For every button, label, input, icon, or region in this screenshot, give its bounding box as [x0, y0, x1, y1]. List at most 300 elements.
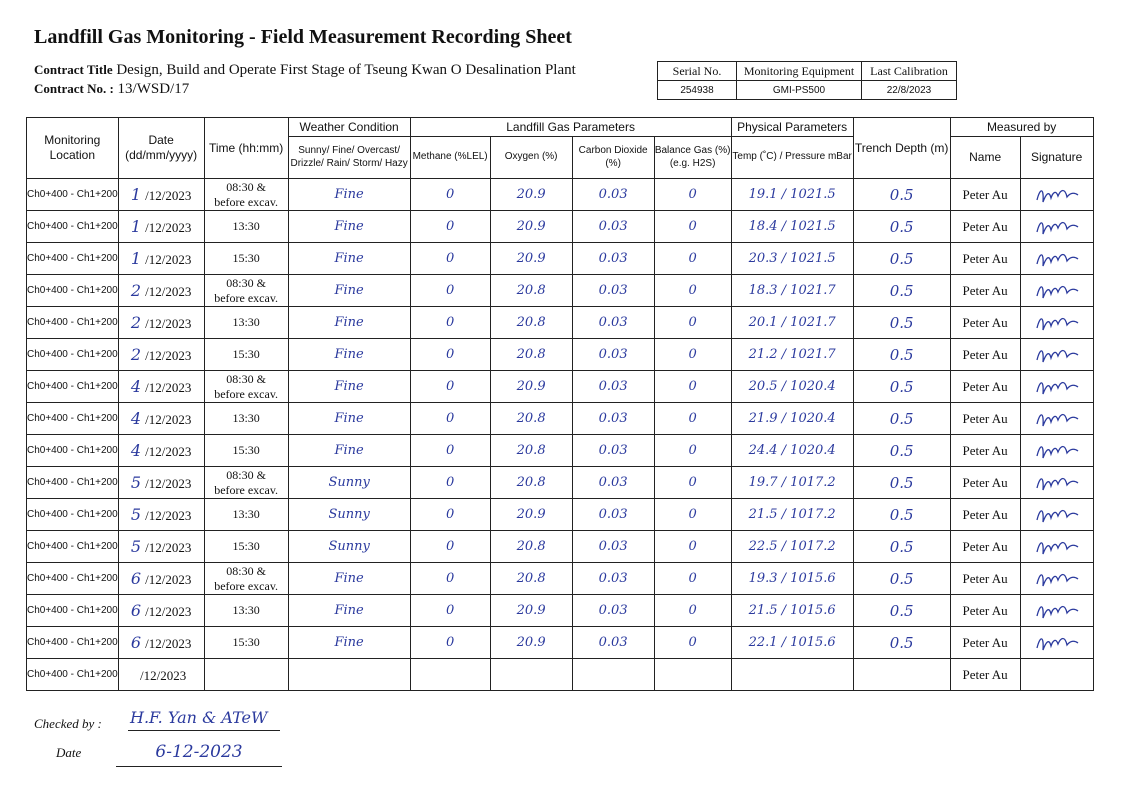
temp-pressure-cell: [731, 659, 853, 691]
co2-cell: 0.03: [572, 211, 654, 243]
day-handwritten: 1: [130, 217, 142, 236]
name-cell: Peter Au: [950, 243, 1020, 275]
methane-cell: 0: [410, 467, 490, 499]
date-suffix: /12/2023: [145, 476, 192, 491]
balance-gas-cell: 0: [654, 307, 731, 339]
time-cell: [204, 563, 288, 595]
methane-cell: 0: [410, 563, 490, 595]
date-cell: [118, 499, 204, 531]
signature-scribble: [1034, 472, 1080, 494]
checked-by-value: H.F. Yan & ATeW: [128, 708, 280, 731]
co2-cell: 0.03: [572, 243, 654, 275]
time-cell: [204, 211, 288, 243]
trench-depth-cell: 0.5: [853, 179, 950, 211]
trench-depth-cell: 0.5: [853, 339, 950, 371]
header-location: Monitoring Location: [27, 118, 119, 179]
date-suffix: /12/2023: [145, 188, 192, 203]
signature-scribble: [1034, 408, 1080, 430]
table-row: [27, 307, 1094, 339]
contract-no-line: [34, 81, 189, 98]
balance-gas-cell: 0: [654, 339, 731, 371]
contract-no-value: 13/WSD/17: [117, 81, 190, 97]
trench-depth-cell: 0.5: [853, 403, 950, 435]
equipment-label: Monitoring Equipment: [737, 62, 862, 81]
date-cell: [118, 371, 204, 403]
time-value: 15:30: [232, 443, 260, 458]
header-weather-options: Sunny/ Fine/ Overcast/ Drizzle/ Rain/ Storm/ Hazy: [288, 137, 410, 179]
temp-pressure-cell: 20.5 / 1020.4: [731, 371, 853, 403]
location-cell: Ch0+400 - Ch1+200: [27, 243, 119, 275]
table-row: [27, 563, 1094, 595]
time-cell: [204, 467, 288, 499]
co2-cell: 0.03: [572, 179, 654, 211]
methane-cell: 0: [410, 211, 490, 243]
day-handwritten: 4: [130, 377, 142, 396]
time-value: 15:30: [232, 635, 260, 650]
time-cell: [204, 243, 288, 275]
oxygen-cell: 20.8: [490, 435, 572, 467]
day-handwritten: 4: [130, 441, 142, 460]
date-cell: [118, 211, 204, 243]
date-suffix: /12/2023: [145, 604, 192, 619]
name-cell: Peter Au: [950, 531, 1020, 563]
time-cell: [204, 531, 288, 563]
balance-gas-cell: 0: [654, 403, 731, 435]
table-row: [27, 659, 1094, 691]
trench-depth-cell: 0.5: [853, 499, 950, 531]
date-cell: [118, 339, 204, 371]
time-cell: [204, 627, 288, 659]
day-handwritten: 4: [130, 409, 142, 428]
weather-cell: Sunny: [288, 467, 410, 499]
balance-gas-cell: 0: [654, 627, 731, 659]
date-suffix: /12/2023: [145, 540, 192, 555]
name-cell: Peter Au: [950, 307, 1020, 339]
date-suffix: /12/2023: [145, 252, 192, 267]
signature-scribble: [1034, 440, 1080, 462]
date-cell: [118, 595, 204, 627]
date-suffix: /12/2023: [145, 380, 192, 395]
weather-cell: Fine: [288, 627, 410, 659]
location-cell: Ch0+400 - Ch1+200: [27, 531, 119, 563]
measurement-table: [26, 117, 1094, 691]
time-value: 15:30: [232, 251, 260, 266]
date-suffix: /12/2023: [145, 636, 192, 651]
co2-cell: 0.03: [572, 435, 654, 467]
name-cell: Peter Au: [950, 339, 1020, 371]
table-row: [27, 339, 1094, 371]
time-cell: [204, 435, 288, 467]
name-cell: Peter Au: [950, 563, 1020, 595]
oxygen-cell: 20.9: [490, 371, 572, 403]
time-value: 13:30: [232, 603, 260, 618]
methane-cell: 0: [410, 499, 490, 531]
methane-cell: 0: [410, 627, 490, 659]
co2-cell: 0.03: [572, 307, 654, 339]
weather-cell: Fine: [288, 211, 410, 243]
signature-cell: [1020, 435, 1093, 467]
balance-gas-cell: 0: [654, 371, 731, 403]
trench-depth-cell: 0.5: [853, 563, 950, 595]
balance-gas-cell: [654, 659, 731, 691]
balance-gas-cell: 0: [654, 435, 731, 467]
date-suffix: /12/2023: [145, 284, 192, 299]
date-suffix: /12/2023: [145, 412, 192, 427]
location-cell: Ch0+400 - Ch1+200: [27, 275, 119, 307]
methane-cell: [410, 659, 490, 691]
date-cell: [118, 275, 204, 307]
co2-cell: 0.03: [572, 339, 654, 371]
balance-gas-cell: 0: [654, 179, 731, 211]
oxygen-cell: 20.8: [490, 467, 572, 499]
signature-cell: [1020, 243, 1093, 275]
oxygen-cell: 20.9: [490, 627, 572, 659]
oxygen-cell: 20.8: [490, 531, 572, 563]
signature-cell: [1020, 371, 1093, 403]
time-cell: [204, 179, 288, 211]
measurement-rows: [27, 179, 1094, 691]
time-note: before excav.: [214, 194, 279, 209]
time-value: 08:30 &: [226, 468, 266, 483]
trench-depth-cell: [853, 659, 950, 691]
header-methane: Methane (%LEL): [410, 137, 490, 179]
location-cell: Ch0+400 - Ch1+200: [27, 339, 119, 371]
time-value: 15:30: [232, 347, 260, 362]
weather-cell: [288, 659, 410, 691]
trench-depth-cell: 0.5: [853, 275, 950, 307]
balance-gas-cell: 0: [654, 243, 731, 275]
name-cell: Peter Au: [950, 467, 1020, 499]
time-value: 08:30 &: [226, 276, 266, 291]
weather-cell: Fine: [288, 307, 410, 339]
trench-depth-cell: 0.5: [853, 435, 950, 467]
time-value: 08:30 &: [226, 180, 266, 195]
oxygen-cell: 20.9: [490, 499, 572, 531]
date-cell: [118, 435, 204, 467]
name-cell: Peter Au: [950, 403, 1020, 435]
location-cell: Ch0+400 - Ch1+200: [27, 659, 119, 691]
time-note: before excav.: [214, 386, 279, 401]
time-note: before excav.: [214, 290, 279, 305]
day-handwritten: 1: [130, 249, 142, 268]
signature-scribble: [1034, 184, 1080, 206]
date-suffix: /12/2023: [140, 668, 187, 683]
oxygen-cell: 20.9: [490, 211, 572, 243]
time-cell: [204, 403, 288, 435]
time-cell: [204, 307, 288, 339]
name-cell: Peter Au: [950, 499, 1020, 531]
signature-cell: [1020, 531, 1093, 563]
contract-title-label: Contract Title: [34, 62, 113, 77]
table-row: [27, 499, 1094, 531]
balance-gas-cell: 0: [654, 563, 731, 595]
methane-cell: 0: [410, 595, 490, 627]
location-cell: Ch0+400 - Ch1+200: [27, 435, 119, 467]
co2-cell: [572, 659, 654, 691]
methane-cell: 0: [410, 435, 490, 467]
signature-cell: [1020, 627, 1093, 659]
signature-scribble: [1034, 504, 1080, 526]
name-cell: Peter Au: [950, 371, 1020, 403]
contract-no-label: Contract No. :: [34, 81, 114, 96]
time-value: 13:30: [232, 507, 260, 522]
date-cell: [118, 467, 204, 499]
time-cell: [204, 499, 288, 531]
header-signature: Signature: [1020, 137, 1093, 179]
time-cell: [204, 595, 288, 627]
signature-cell: [1020, 307, 1093, 339]
signature-scribble: [1034, 632, 1080, 654]
weather-cell: Fine: [288, 179, 410, 211]
location-cell: Ch0+400 - Ch1+200: [27, 563, 119, 595]
location-cell: Ch0+400 - Ch1+200: [27, 627, 119, 659]
date-cell: [118, 403, 204, 435]
signature-cell: [1020, 563, 1093, 595]
time-value: 13:30: [232, 219, 260, 234]
table-row: [27, 179, 1094, 211]
location-cell: Ch0+400 - Ch1+200: [27, 403, 119, 435]
time-cell: [204, 339, 288, 371]
date-suffix: /12/2023: [145, 220, 192, 235]
balance-gas-cell: 0: [654, 211, 731, 243]
balance-gas-cell: 0: [654, 595, 731, 627]
date-suffix: /12/2023: [145, 508, 192, 523]
header-measured-group: Measured by: [950, 118, 1093, 137]
signature-cell: [1020, 403, 1093, 435]
oxygen-cell: 20.8: [490, 339, 572, 371]
table-row: [27, 435, 1094, 467]
location-cell: Ch0+400 - Ch1+200: [27, 307, 119, 339]
signature-scribble: [1034, 568, 1080, 590]
name-cell: Peter Au: [950, 627, 1020, 659]
header-temp-pressure: Temp (˚C) / Pressure mBar: [731, 137, 853, 179]
table-row: [27, 275, 1094, 307]
checked-by-label: Checked by :: [34, 716, 102, 731]
balance-gas-cell: 0: [654, 275, 731, 307]
co2-cell: 0.03: [572, 563, 654, 595]
signature-scribble: [1034, 376, 1080, 398]
day-handwritten: 6: [130, 569, 142, 588]
date-cell: [118, 563, 204, 595]
methane-cell: 0: [410, 275, 490, 307]
date-suffix: /12/2023: [145, 316, 192, 331]
time-value: 08:30 &: [226, 564, 266, 579]
equipment-value: GMI-PS500: [737, 81, 862, 100]
oxygen-cell: [490, 659, 572, 691]
weather-cell: Sunny: [288, 499, 410, 531]
header-gas-group: Landfill Gas Parameters: [410, 118, 731, 137]
weather-cell: Fine: [288, 243, 410, 275]
signature-cell: [1020, 211, 1093, 243]
day-handwritten: 5: [130, 473, 142, 492]
temp-pressure-cell: 19.1 / 1021.5: [731, 179, 853, 211]
co2-cell: 0.03: [572, 467, 654, 499]
temp-pressure-cell: 21.5 / 1015.6: [731, 595, 853, 627]
temp-pressure-cell: 22.1 / 1015.6: [731, 627, 853, 659]
time-value: 08:30 &: [226, 372, 266, 387]
serial-label: Serial No.: [658, 62, 737, 81]
table-row: [27, 403, 1094, 435]
day-handwritten: 1: [130, 185, 142, 204]
temp-pressure-cell: 18.3 / 1021.7: [731, 275, 853, 307]
co2-cell: 0.03: [572, 499, 654, 531]
calibration-label: Last Calibration: [862, 62, 957, 81]
balance-gas-cell: 0: [654, 467, 731, 499]
methane-cell: 0: [410, 179, 490, 211]
location-cell: Ch0+400 - Ch1+200: [27, 467, 119, 499]
table-row: [27, 467, 1094, 499]
co2-cell: 0.03: [572, 627, 654, 659]
temp-pressure-cell: 19.3 / 1015.6: [731, 563, 853, 595]
temp-pressure-cell: 20.1 / 1021.7: [731, 307, 853, 339]
weather-cell: Fine: [288, 403, 410, 435]
co2-cell: 0.03: [572, 595, 654, 627]
header-weather-group: Weather Condition: [288, 118, 410, 137]
methane-cell: 0: [410, 339, 490, 371]
signature-cell: [1020, 595, 1093, 627]
signature-cell: [1020, 339, 1093, 371]
calibration-value: 22/8/2023: [862, 81, 957, 100]
signature-scribble: [1034, 216, 1080, 238]
date-cell: [118, 243, 204, 275]
oxygen-cell: 20.8: [490, 563, 572, 595]
header-name: Name: [950, 137, 1020, 179]
location-cell: Ch0+400 - Ch1+200: [27, 595, 119, 627]
oxygen-cell: 20.9: [490, 179, 572, 211]
header-oxygen: Oxygen (%): [490, 137, 572, 179]
balance-gas-cell: 0: [654, 499, 731, 531]
date-cell: [118, 627, 204, 659]
table-row: [27, 627, 1094, 659]
signature-scribble: [1034, 536, 1080, 558]
day-handwritten: 6: [130, 633, 142, 652]
date-cell: [118, 659, 204, 691]
trench-depth-cell: 0.5: [853, 467, 950, 499]
trench-depth-cell: 0.5: [853, 211, 950, 243]
table-row: [27, 531, 1094, 563]
temp-pressure-cell: 20.3 / 1021.5: [731, 243, 853, 275]
weather-cell: Sunny: [288, 531, 410, 563]
signature-scribble: [1034, 248, 1080, 270]
name-cell: Peter Au: [950, 659, 1020, 691]
time-value: 13:30: [232, 315, 260, 330]
date-suffix: /12/2023: [145, 348, 192, 363]
name-cell: Peter Au: [950, 275, 1020, 307]
temp-pressure-cell: 21.9 / 1020.4: [731, 403, 853, 435]
signature-cell: [1020, 467, 1093, 499]
header-trench: Trench Depth (m): [853, 118, 950, 179]
oxygen-cell: 20.8: [490, 307, 572, 339]
trench-depth-cell: 0.5: [853, 531, 950, 563]
date-suffix: /12/2023: [145, 444, 192, 459]
header-co2: Carbon Dioxide (%): [572, 137, 654, 179]
co2-cell: 0.03: [572, 531, 654, 563]
date-cell: [118, 179, 204, 211]
methane-cell: 0: [410, 243, 490, 275]
trench-depth-cell: 0.5: [853, 595, 950, 627]
signature-scribble: [1034, 600, 1080, 622]
sheet-title: Landfill Gas Monitoring - Field Measurement Recording Sheet: [34, 26, 572, 48]
day-handwritten: 6: [130, 601, 142, 620]
signature-cell: [1020, 499, 1093, 531]
location-cell: Ch0+400 - Ch1+200: [27, 371, 119, 403]
signature-scribble: [1034, 280, 1080, 302]
methane-cell: 0: [410, 307, 490, 339]
day-handwritten: 5: [130, 505, 142, 524]
day-handwritten: 2: [130, 281, 142, 300]
name-cell: Peter Au: [950, 435, 1020, 467]
oxygen-cell: 20.8: [490, 403, 572, 435]
header-balance-gas: Balance Gas (%) (e.g. H2S): [654, 137, 731, 179]
day-handwritten: 2: [130, 345, 142, 364]
date-cell: [118, 307, 204, 339]
name-cell: Peter Au: [950, 595, 1020, 627]
temp-pressure-cell: 19.7 / 1017.2: [731, 467, 853, 499]
temp-pressure-cell: 24.4 / 1020.4: [731, 435, 853, 467]
contract-title-value: Design, Build and Operate First Stage of Tseung Kwan O Desalination Plant: [116, 62, 576, 78]
serial-value: 254938: [658, 81, 737, 100]
weather-cell: Fine: [288, 371, 410, 403]
signature-cell: [1020, 179, 1093, 211]
trench-depth-cell: 0.5: [853, 371, 950, 403]
trench-depth-cell: 0.5: [853, 307, 950, 339]
weather-cell: Fine: [288, 275, 410, 307]
temp-pressure-cell: 22.5 / 1017.2: [731, 531, 853, 563]
equipment-table: [657, 61, 957, 100]
methane-cell: 0: [410, 403, 490, 435]
balance-gas-cell: 0: [654, 531, 731, 563]
temp-pressure-cell: 21.2 / 1021.7: [731, 339, 853, 371]
time-value: 15:30: [232, 539, 260, 554]
location-cell: Ch0+400 - Ch1+200: [27, 179, 119, 211]
time-note: before excav.: [214, 482, 279, 497]
temp-pressure-cell: 21.5 / 1017.2: [731, 499, 853, 531]
time-cell: [204, 275, 288, 307]
weather-cell: Fine: [288, 595, 410, 627]
signature-cell: [1020, 275, 1093, 307]
trench-depth-cell: 0.5: [853, 243, 950, 275]
signature-scribble: [1034, 344, 1080, 366]
header-physical-group: Physical Parameters: [731, 118, 853, 137]
signature-cell: [1020, 659, 1093, 691]
date-cell: [118, 531, 204, 563]
weather-cell: Fine: [288, 563, 410, 595]
header-date: Date (dd/mm/yyyy): [118, 118, 204, 179]
date-suffix: /12/2023: [145, 572, 192, 587]
methane-cell: 0: [410, 371, 490, 403]
co2-cell: 0.03: [572, 371, 654, 403]
weather-cell: Fine: [288, 435, 410, 467]
contract-title-line: [34, 62, 576, 79]
time-value: 13:30: [232, 411, 260, 426]
table-row: [27, 211, 1094, 243]
trench-depth-cell: 0.5: [853, 627, 950, 659]
table-row: [27, 371, 1094, 403]
co2-cell: 0.03: [572, 275, 654, 307]
header-time: Time (hh:mm): [204, 118, 288, 179]
location-cell: Ch0+400 - Ch1+200: [27, 499, 119, 531]
footer-date-value: 6-12-2023: [116, 742, 282, 767]
time-cell: [204, 371, 288, 403]
name-cell: Peter Au: [950, 211, 1020, 243]
co2-cell: 0.03: [572, 403, 654, 435]
signature-scribble: [1034, 312, 1080, 334]
weather-cell: Fine: [288, 339, 410, 371]
methane-cell: 0: [410, 531, 490, 563]
oxygen-cell: 20.9: [490, 595, 572, 627]
footer-date-label: Date: [56, 745, 82, 760]
oxygen-cell: 20.9: [490, 243, 572, 275]
